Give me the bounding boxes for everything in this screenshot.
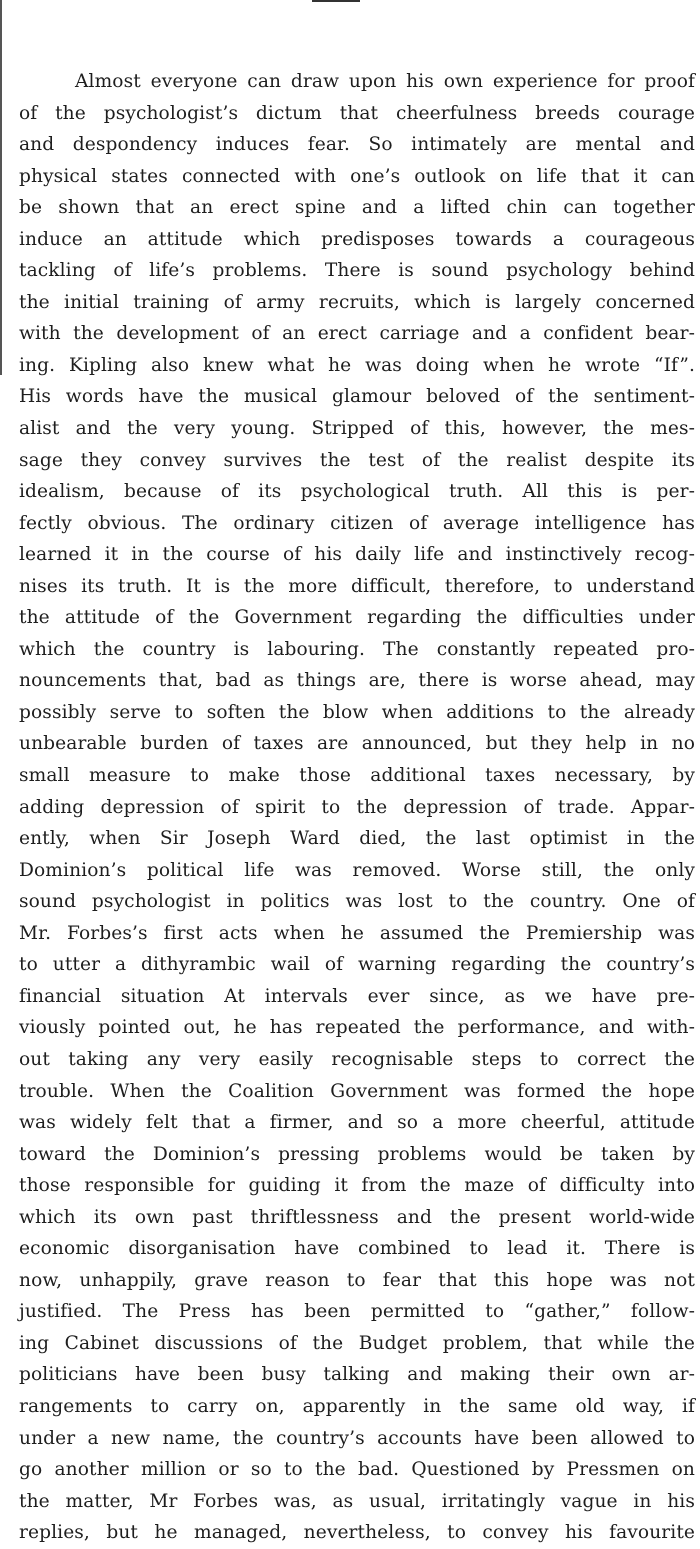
top-rule — [312, 0, 360, 2]
article-line: under a new name, the country’s accounts have been allowed to — [19, 1427, 695, 1449]
article-line: learned it in the course of his daily life and instinctively recog- — [19, 544, 695, 566]
article-line: the initial training of army recruits, which is largely concerned — [19, 291, 695, 313]
article-line: Almost everyone can draw upon his own experience for proof — [75, 71, 695, 92]
article-line: alist and the very young. Stripped of this, however, the mes- — [19, 418, 695, 440]
article-line: economic disorganisation have combined to lead it. There is — [19, 1238, 695, 1260]
article-line: sound psychologist in politics was lost to the country. One of — [19, 891, 695, 913]
article-line: physical states connected with one’s outlook on life that it can — [19, 165, 695, 187]
article-line: nouncements that, bad as things are, there is worse ahead, may — [19, 670, 695, 692]
article-line: adding depression of spirit to the depression of trade. Appar- — [19, 796, 695, 818]
article-line: ently, when Sir Joseph Ward died, the last optimist in the — [19, 828, 695, 850]
article-line: the attitude of the Government regarding the difficulties under — [19, 607, 695, 629]
article-line: and despondency induces fear. So intimately are mental and — [19, 134, 695, 156]
article-line: ing Cabinet discussions of the Budget problem, that while the — [19, 1332, 695, 1354]
article-line: go another million or so to the bad. Questioned by Pressmen on — [19, 1459, 695, 1481]
article-line: which its own past thriftlessness and the present world-wide — [19, 1206, 695, 1228]
article-line: those responsible for guiding it from the maze of difficulty into — [19, 1175, 695, 1197]
article-line: sage they convey survives the test of the realist despite its — [19, 449, 695, 471]
article-line: be shown that an erect spine and a lifted chin can together — [19, 197, 695, 219]
article-line: out taking any very easily recognisable steps to correct the — [19, 1048, 695, 1070]
article-line: fectly obvious. The ordinary citizen of average intelligence has — [19, 512, 695, 534]
article-line: possibly serve to soften the blow when additions to the already — [19, 701, 695, 723]
article-line: tackling of life’s problems. There is sound psychology behind — [19, 260, 695, 282]
article-line: ing. Kipling also knew what he was doing when he wrote “If”. — [19, 354, 695, 376]
article-line: Dominion’s political life was removed. Worse still, the only — [19, 859, 695, 881]
article-line: to utter a dithyrambic wail of warning regarding the country’s — [19, 954, 695, 976]
article-line: politicians have been busy talking and making their own ar- — [19, 1364, 695, 1386]
article-line: justified. The Press has been permitted to “gather,” follow- — [19, 1301, 695, 1323]
article-line: now, unhappily, grave reason to fear that this hope was not — [19, 1269, 695, 1291]
article-line: Mr. Forbes’s first acts when he assumed the Premiership was — [19, 922, 695, 944]
article-line: trouble. When the Coalition Government was formed the hope — [19, 1080, 695, 1102]
article-line: idealism, because of its psychological truth. All this is per- — [19, 481, 695, 503]
article-line: which the country is labouring. The constantly repeated pro- — [19, 638, 695, 660]
article-line: toward the Dominion’s pressing problems would be taken by — [19, 1143, 695, 1165]
left-margin-line — [0, 0, 2, 375]
article-line: unbearable burden of taxes are announced, but they help in no — [19, 733, 695, 755]
article-line: His words have the musical glamour beloved of the sentiment- — [19, 386, 695, 408]
article-line: was widely felt that a firmer, and so a more cheerful, attitude — [19, 1112, 695, 1134]
article-line: induce an attitude which predisposes towards a courageous — [19, 228, 695, 250]
article-line: with the development of an erect carriage and a confident bear- — [19, 323, 695, 345]
article-line: replies, but he managed, nevertheless, to convey his favourite — [19, 1522, 695, 1544]
article-line: of the psychologist’s dictum that cheerfulness breeds courage — [19, 102, 695, 124]
article-line: nises its truth. It is the more difficult, therefore, to understand — [19, 575, 695, 597]
article-body — [19, 66, 695, 1549]
article-line: financial situation At intervals ever since, as we have pre- — [19, 985, 695, 1007]
article-line: rangements to carry on, apparently in the same old way, if — [19, 1395, 695, 1417]
article-line: the matter, Mr Forbes was, as usual, irritatingly vague in his — [19, 1490, 695, 1512]
article-line: viously pointed out, he has repeated the performance, and with- — [19, 1017, 695, 1039]
article-line: small measure to make those additional taxes necessary, by — [19, 765, 695, 787]
